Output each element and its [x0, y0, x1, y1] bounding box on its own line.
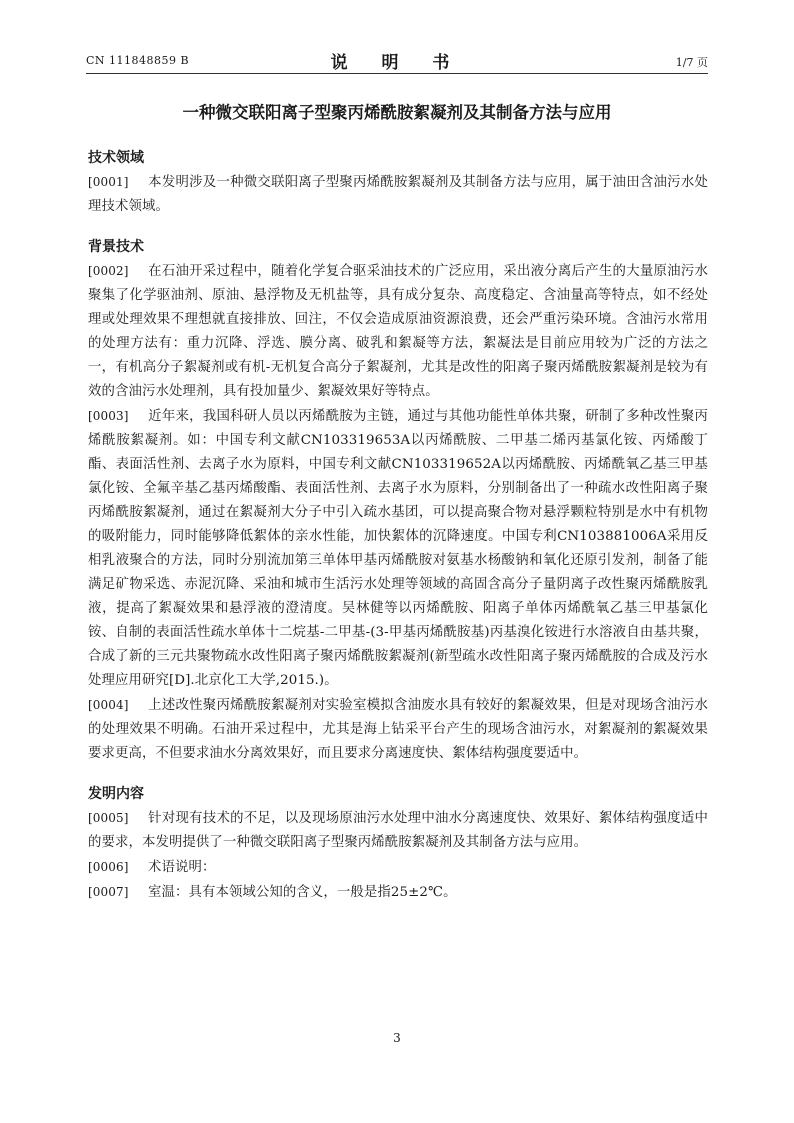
- paragraph-0004: [88, 693, 708, 766]
- page-indicator: 1/7 页: [675, 56, 708, 69]
- paragraph-text: 针对现有技术的不足，以及现场原油污水处理中油水分离速度快、效果好、絮体结构强度适中的要求，本发明提供了一种微交联阳离子型聚丙烯酰胺絮凝剂及其制备方法与应用。: [88, 811, 708, 850]
- paragraph-0002: [88, 259, 708, 404]
- section-heading-background: 背景技术: [88, 239, 144, 255]
- paragraph-number: [0005]: [88, 811, 129, 825]
- patent-number: CN 111848859 B: [86, 54, 190, 67]
- section-heading-invention: 发明内容: [88, 786, 144, 802]
- paragraph-0003: [88, 404, 708, 693]
- document-body: [88, 146, 708, 905]
- paragraph-text: 室温：具有本领域公知的含义，一般是指25±2℃。: [148, 885, 457, 900]
- paragraph-number: [0007]: [88, 885, 129, 899]
- paragraph-0007: [88, 880, 708, 905]
- paragraph-text: 本发明涉及一种微交联阳离子型聚丙烯酰胺絮凝剂及其制备方法与应用，属于油田含油污水处理技术领域。: [88, 175, 708, 214]
- section-heading-tech-field: 技术领域: [88, 150, 144, 166]
- paragraph-text: 近年来，我国科研人员以丙烯酰胺为主链，通过与其他功能性单体共聚，研制了多种改性聚丙烯酰胺絮凝剂。如：中国专利文献CN103319653A以丙烯酰胺、二甲基二烯丙基氯化铵、丙烯酸丁酯、表面活性剂、去离子水为原料，中国专利文献CN103319652A以丙烯酰胺、丙烯酰氧乙基三甲基氯化铵、全氟辛基乙基丙烯酸酯、表面活性剂、去离子水为原料，分别制备出了一种疏水改性阳离子聚丙烯酰胺絮凝剂，通过在絮凝剂大分子中引入疏水基团，可以提高聚合物对悬浮颗粒特别是水中有机物的吸附能力，同时能够降低絮体的亲水性能，加快絮体的沉降速度。中国专利CN103881006A采用反相乳液聚合的方法，同时分别流加第三单体甲基丙烯酰胺对氨基水杨酸钠和氧化还原引发剂，制备了能满足矿物采选、赤泥沉降、采油和城市生活污水处理等领域的高固含高分子量阴离子改性聚丙烯酰胺乳液，提高了絮凝效果和悬浮液的澄清度。吴林健等以丙烯酰胺、阳离子单体丙烯酰氧乙基三甲基氯化铵、自制的表面活性疏水单体十二烷基-二甲基-(3-甲基丙烯酰胺基)丙基溴化铵进行水溶液自由基共聚，合成了新的三元共聚物疏水改性阳离子聚丙烯酰胺絮凝剂(新型疏水改性阳离子聚丙烯酰胺的合成及污水处理应用研究[D].北京化工大学,2015.)。: [88, 409, 708, 688]
- page-number: 3: [393, 1031, 401, 1045]
- header-divider: [86, 73, 708, 74]
- document-type: 说 明 书: [330, 53, 464, 73]
- paragraph-number: [0001]: [88, 175, 129, 189]
- document-title: 一种微交联阳离子型聚丙烯酰胺絮凝剂及其制备方法与应用: [182, 103, 612, 122]
- page-header: [86, 48, 708, 74]
- paragraph-text: 在石油开采过程中，随着化学复合驱采油技术的广泛应用，采出液分离后产生的大量原油污水聚集了化学驱油剂、原油、悬浮物及无机盐等，具有成分复杂、高度稳定、含油量高等特点，如不经处理或处理效果不理想就直接排放、回注，不仅会造成原油资源浪费，还会严重污染环境。含油污水常用的处理方法有：重力沉降、浮选、膜分离、破乳和絮凝等方法，絮凝法是目前应用较为广泛的方法之一，有机高分子絮凝剂或有机-无机复合高分子絮凝剂，尤其是改性的阳离子聚丙烯酰胺絮凝剂是较为有效的含油污水处理剂，具有投加量少、絮凝效果好等特点。: [88, 264, 708, 399]
- paragraph-0006: [88, 855, 708, 880]
- paragraph-text: 术语说明：: [148, 860, 216, 875]
- paragraph-number: [0003]: [88, 409, 129, 423]
- paragraph-number: [0002]: [88, 264, 129, 278]
- paragraph-0005: [88, 806, 708, 855]
- paragraph-number: [0004]: [88, 698, 129, 712]
- paragraph-number: [0006]: [88, 860, 129, 874]
- paragraph-text: 上述改性聚丙烯酰胺絮凝剂对实验室模拟含油废水具有较好的絮凝效果，但是对现场含油污水的处理效果不明确。石油开采过程中，尤其是海上钻采平台产生的现场含油污水，对絮凝剂的絮凝效果要求更高，不但要求油水分离效果好，而且要求分离速度快、絮体结构强度要适中。: [88, 698, 708, 761]
- paragraph-0001: [88, 170, 708, 219]
